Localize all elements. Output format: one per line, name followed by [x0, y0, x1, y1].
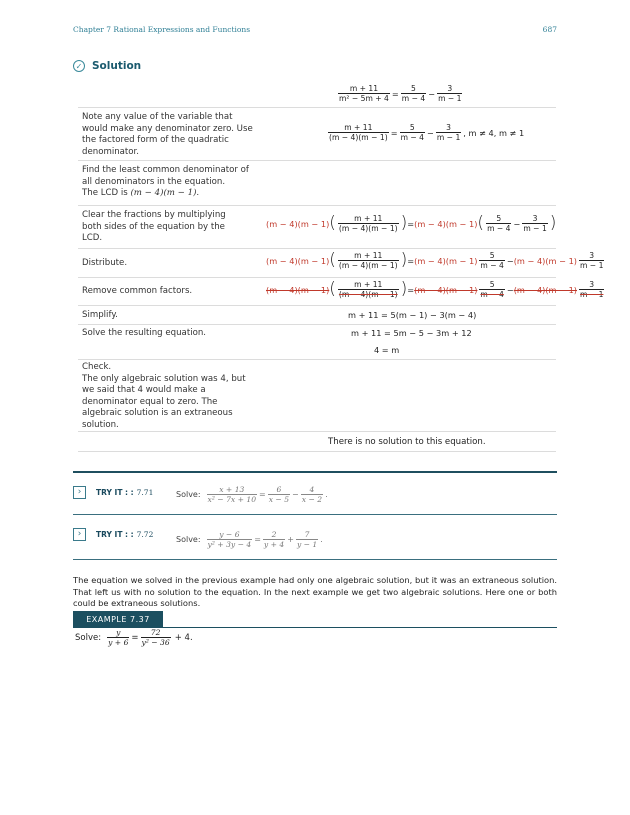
- expanded-equation: m + 11 = 5m − 5 − 3m + 12: [351, 328, 472, 338]
- step-description: Note any value of the variable that would make any denominator zero. Use the factored form of the quadratic denominator.: [82, 112, 253, 157]
- section-divider: [73, 471, 557, 473]
- fraction: $\frac{3}{m - 1}$: [438, 84, 462, 103]
- solution-row-solve: [78, 325, 556, 360]
- step-description: Simplify.: [82, 310, 118, 320]
- check-circle-icon: ✓: [73, 60, 85, 72]
- page-number: 687: [542, 25, 557, 34]
- chapter-title: Chapter 7 Rational Expressions and Functions: [73, 25, 251, 34]
- step-description: Clear the fractions by multiplying both sides of the equation by the LCD.: [82, 210, 226, 243]
- solution-row-remove-factors: [78, 278, 604, 306]
- check-description: Check. The only algebraic solution was 4, but we said that 4 would make a denominator equal to zero. The algebraic solution is an extraneous solution.: [82, 362, 246, 430]
- solution-row-simplify: [78, 306, 556, 325]
- try-it-7-72-equation: Solve: $\frac{y - 6}{\text{y² + 3y − 4}}$ = $\frac{2}{y + 4}$ + $\frac{7}{y - 1}$ .: [176, 530, 323, 549]
- multiplied-equation: (m − 4)(m − 1) ( $\frac{m + 11}{(m - 4)(m - 1)}$ ) = (m − 4)(m − 1) ( $\frac{5}{m - 4}$ − $\frac{3}{m - 1}$ ): [266, 213, 557, 233]
- solution-heading: [73, 58, 141, 74]
- try-it-7-71: › TRY IT : : 7.71: [73, 480, 153, 504]
- simplified-equation: m + 11 = 5(m − 1) − 3(m − 4): [348, 310, 477, 320]
- lcd-value: (m − 4)(m − 1).: [130, 188, 200, 198]
- step-description: Solve the resulting equation.: [82, 328, 207, 338]
- body-paragraph: The equation we solved in the previous example had only one algebraic solution, but it was an extraneous solution. That left us with no solution to the equation. In the next example we get two algebraic solutions. Here one or both could be extraneous solutions.: [73, 575, 557, 609]
- solution-row-clear-fractions: [78, 206, 556, 249]
- step-description: Find the least common denominator of all denominators in the equation. The LCD is (m − 4)(m − 1).: [82, 165, 249, 198]
- step-description: Remove common factors.: [82, 286, 193, 296]
- step-description: Distribute.: [82, 258, 128, 268]
- solution-title: Solution: [92, 60, 142, 72]
- chevron-right-icon[interactable]: ›: [73, 528, 86, 541]
- factored-equation: $\frac{m + 11}{(m - 4)(m - 1)}$ = $\frac{5}{m - 4}$ − $\frac{3}{m - 1}$ , m ≠ 4, m ≠ 1: [329, 123, 525, 142]
- page-header: [73, 25, 557, 37]
- distributed-equation: (m − 4)(m − 1) ( $\frac{m + 11}{(m - 4)(m - 1)}$ ) = (m − 4)(m − 1) $\frac{5}{m - 4}$ − (m − 4)(m − 1) $\frac{3}{m - 1}$: [266, 250, 604, 270]
- solution-row-conclusion: [78, 432, 556, 452]
- fraction: $\frac{m + 11}{\text{m² − 5m + 4}}$: [339, 84, 389, 103]
- solution-row-distribute: [78, 249, 604, 278]
- try-it-7-71-equation: Solve: $\frac{x + 13}{\text{x² − 7x + 10}}$ = $\frac{6}{x - 5}$ − $\frac{4}{x - 2}$ .: [176, 485, 328, 504]
- restriction-condition: , m ≠ 4, m ≠ 1: [463, 127, 525, 138]
- example-label: EXAMPLE 7.37: [73, 611, 163, 627]
- fraction: $\frac{5}{m - 4}$: [401, 84, 426, 103]
- solution-row-check: [78, 360, 556, 432]
- original-equation: $\frac{m + 11}{\text{m² − 5m + 4}}$ = $\frac{5}{m - 4}$ − $\frac{3}{m - 1}$: [339, 84, 462, 103]
- cancelled-equation: (m − 4)(m − 1) ( $\frac{m + 11}{(m - 4)(m - 1)}$ ) = (m − 4)(m − 1) $\frac{5}{m - 4}$ − (m − 4)(m − 1) $\frac{3}{m - 1}$: [266, 279, 604, 299]
- solution-row-restrictions: [78, 108, 556, 161]
- try-it-divider: [73, 514, 557, 515]
- conclusion-text: There is no solution to this equation.: [328, 437, 486, 447]
- try-it-divider: [73, 559, 557, 560]
- chevron-right-icon[interactable]: ›: [73, 486, 86, 499]
- solution-row-original: [78, 82, 556, 108]
- example-equation: Solve: $\frac{y}{y + 6}$ = $\frac{72}{\text{y² − 36}}$ + 4.: [75, 628, 193, 647]
- solution-row-lcd: [78, 161, 556, 206]
- result-equation: 4 = m: [374, 345, 400, 355]
- try-it-7-72: › TRY IT : : 7.72: [73, 522, 153, 546]
